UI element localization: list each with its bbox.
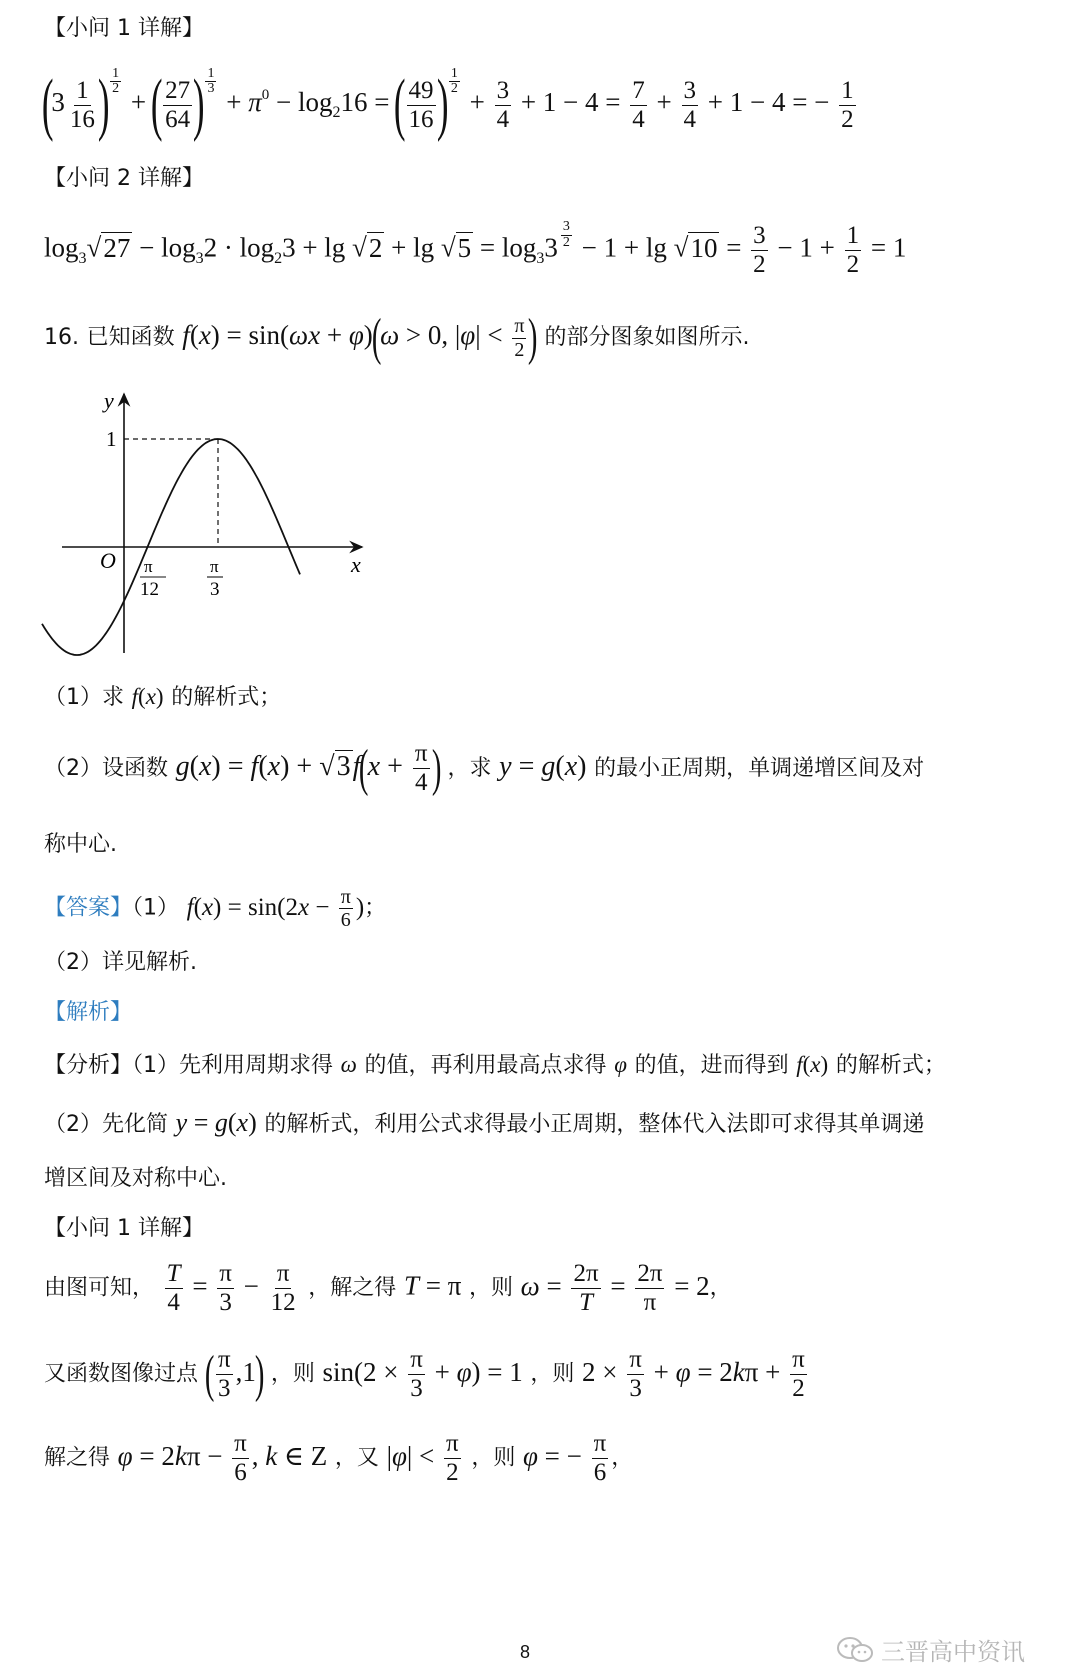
analysis-tag: 【解析】	[44, 1000, 133, 1025]
analysis-l1-c: 的值，进而得到	[634, 1053, 789, 1078]
part-2-prefix: （2）设函数	[44, 755, 168, 781]
tick-pi-12-den: 12	[140, 579, 159, 600]
problem-tail: 的部分图象如图所示.	[544, 325, 750, 351]
solution-s1-b: ，解之得	[308, 1275, 397, 1301]
part-1-suffix: 的解析式；	[171, 685, 282, 710]
answer-part-1-label: （1）	[132, 895, 180, 921]
solution-line-1: 由图可知， $\frac{T}{4}$ = $\frac{\pi}{3}$ − $\frac{\pi}{12}$ ，解之得 T = π ，则 ω = $\frac{2\pi}{T}$ = $\frac{2\pi}{\pi}$ = 2，	[44, 1260, 732, 1316]
solution-line-2: 又函数图像过点 ( $\frac{\pi}{3}$ ,1) ，则 sin(2 × $\frac{\pi}{3}$ + φ) = 1 ，则 2 × $\frac{\pi}{3}$ + φ = 2kπ + $\frac{\pi}{2}$	[44, 1345, 805, 1403]
part-1-prefix: （1）求	[44, 685, 124, 710]
y-tick-1: 1	[106, 427, 117, 451]
problem-16-statement: 16. 已知函数 f(x) = sin(ωx + φ)(ω > 0, |φ| < $\frac{\pi}{2}$ ) 的部分图象如图所示.	[44, 309, 750, 366]
analysis-l1-d: 的解析式；	[835, 1053, 946, 1078]
tick-pi-12-num: π	[144, 557, 153, 576]
solution-s1-c: ，则	[468, 1275, 513, 1301]
solution-s2-b: ，则	[270, 1361, 315, 1387]
answer-part-2: （2）详见解析.	[44, 950, 197, 975]
part-2-suffix: 的最小正周期，单调递增区间及对	[594, 755, 925, 781]
solution-s3-b: ，又	[334, 1445, 379, 1471]
part-2-continued: 称中心.	[44, 832, 117, 857]
tick-pi-3-den: 3	[210, 579, 220, 600]
analysis-line-3: 增区间及对称中心.	[44, 1166, 227, 1191]
solution-s2-c: ，则	[530, 1361, 575, 1387]
fenxi-tag: 【分析】	[44, 1053, 133, 1078]
analysis-l1-a: （1）先利用周期求得	[132, 1053, 334, 1078]
part-1-question: （1）求 f(x) 的解析式；	[44, 684, 282, 710]
equation-2: $\log_3√27 - \log_32 \cdot \log_23 + \lg √2 + \lg √5 = \log_33$ $^{\frac{3}{2}}$ − 1 + lg √10 = $\frac{3}{2}$ − 1 + $\frac{1}{2}$ = 1	[44, 219, 907, 278]
analysis-line-1: 【分析】（1）先利用周期求得 ω 的值，再利用最高点求得 φ 的值，进而得到 f(x) 的解析式；	[44, 1052, 946, 1078]
watermark-text: 三晋高中资讯	[881, 1638, 1025, 1666]
x-axis-label: x	[351, 552, 361, 577]
section-header-q2: 【小问 2 详解】	[44, 166, 204, 191]
section-header-q1-detail: 【小问 1 详解】	[44, 1216, 204, 1241]
answer-line: 【答案】（1） f(x) = sin(2x − $\frac{\pi}{6}$ )；	[44, 886, 387, 932]
solution-s2-a: 又函数图像过点	[44, 1361, 199, 1387]
section-header-q1: 【小问 1 详解】	[44, 16, 204, 41]
wechat-icon	[835, 1635, 875, 1665]
analysis-l1-b: 的值，再利用最高点求得	[364, 1053, 607, 1078]
equation-1: (3 $\frac{1}{16}$ ) $^{\frac{1}{2}}$ + ( $\frac{27}{64}$ ) $^{\frac{1}{3}}$ + $\pi^0 - \log_216$ = ( $\frac{49}{16}$ ) $^{\frac{1}{2}}$ + $\frac{3}{4}$ + 1 − 4 = $\frac{7}{4}$ + $\frac{3}{4}$ + 1 − 4 = − $\frac{1}{2}$	[41, 65, 854, 143]
problem-intro: 已知函数	[86, 325, 175, 351]
analysis-l2-a: （2）先化简	[44, 1112, 168, 1137]
tick-pi-3-num: π	[210, 557, 219, 576]
page-number: 8	[520, 1642, 531, 1662]
solution-line-3: 解之得 φ = 2kπ − $\frac{\pi}{6}$ , k ∈ Z ，又 |φ| < $\frac{\pi}{2}$ ，则 φ = − $\frac{\pi}{6}$ ，	[44, 1430, 634, 1486]
watermark	[835, 1632, 1025, 1667]
part-2-mid: ，求	[447, 755, 492, 781]
problem-number: 16.	[44, 325, 79, 351]
analysis-line-2: （2）先化简 y = g(x) 的解析式，利用公式求得最小正周期，整体代入法即可求得其单调递	[44, 1108, 925, 1137]
solution-s3-c: ，则	[471, 1445, 516, 1471]
origin-label: O	[100, 548, 116, 573]
solution-s3-a: 解之得	[44, 1445, 111, 1471]
answer-tag: 【答案】	[44, 895, 133, 921]
part-2-question: （2）设函数 g(x) = f(x) + √3f(x + $\frac{\pi}{4}$ ) ，求 y = g(x) 的最小正周期，单调递增区间及对	[44, 739, 925, 797]
y-axis-label: y	[104, 388, 114, 413]
solution-s1-a: 由图可知，	[44, 1275, 155, 1301]
function-graph	[40, 388, 370, 658]
analysis-l2-b: 的解析式，利用公式求得最小正周期，整体代入法即可求得其单调递	[264, 1112, 925, 1137]
